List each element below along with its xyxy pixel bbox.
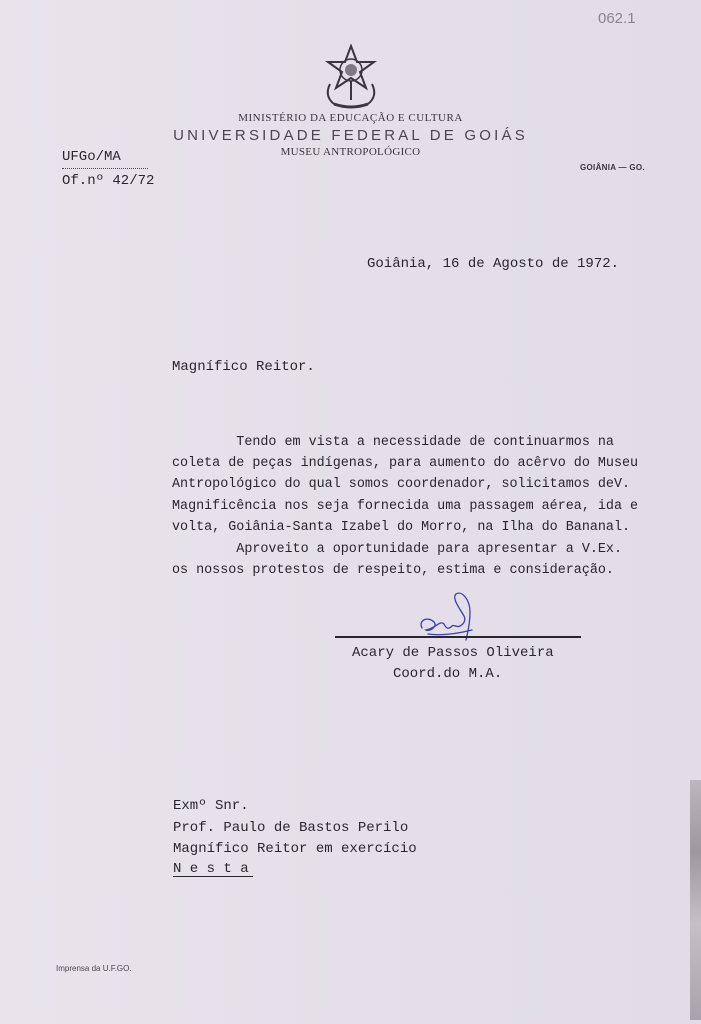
university-heading: UNIVERSIDADE FEDERAL DE GOIÁS	[173, 127, 528, 144]
addressee-salutation: Exmº Snr.	[173, 798, 249, 814]
printer-note: Imprensa da U.F.GO.	[56, 964, 132, 973]
signer-name: Acary de Passos Oliveira	[352, 645, 554, 661]
addressee-location: N e s t a	[173, 861, 249, 877]
date-line: Goiânia, 16 de Agosto de 1972.	[367, 256, 620, 272]
body-line: os nossos protestos de respeito, estima e consideração.	[172, 563, 614, 578]
body-line: Tendo em vista a necessidade de continuarmos na	[172, 435, 614, 450]
signer-title: Coord.do M.A.	[393, 666, 503, 682]
body-line: Antropológico do qual somos coordenador, solicitamos deV.	[172, 477, 631, 492]
letterhead-city: GOIÂNIA — GO.	[580, 163, 645, 172]
salutation: Magnífico Reitor.	[172, 359, 315, 375]
body-line: volta, Goiânia-Santa Izabel do Morro, na Ilha do Bananal.	[172, 520, 631, 535]
department-reference: UFGo/MA	[62, 149, 121, 165]
body-line: Magnificência nos seja fornecida uma passagem aérea, ida e	[172, 499, 639, 514]
coat-of-arms-emblem	[320, 44, 382, 112]
body-line: coleta de peças indígenas, para aumento do acêrvo do Museu	[172, 456, 639, 471]
body-line: Aproveito a oportunidade para apresentar a V.Ex.	[172, 542, 622, 557]
addressee-title: Magnífico Reitor em exercício	[173, 841, 417, 857]
ministry-heading: MINISTÉRIO DA EDUCAÇÃO E CULTURA	[238, 112, 463, 124]
addressee-underline	[173, 876, 253, 877]
addressee-name: Prof. Paulo de Bastos Perilo	[173, 820, 409, 836]
archive-number: 062.1	[598, 10, 636, 27]
museum-heading: MUSEU ANTROPOLÓGICO	[280, 146, 421, 158]
signature-line	[335, 636, 581, 638]
reference-dotted-rule	[62, 168, 148, 169]
office-number: Of.nº 42/72	[62, 173, 155, 189]
page-edge-shadow	[690, 780, 701, 1020]
